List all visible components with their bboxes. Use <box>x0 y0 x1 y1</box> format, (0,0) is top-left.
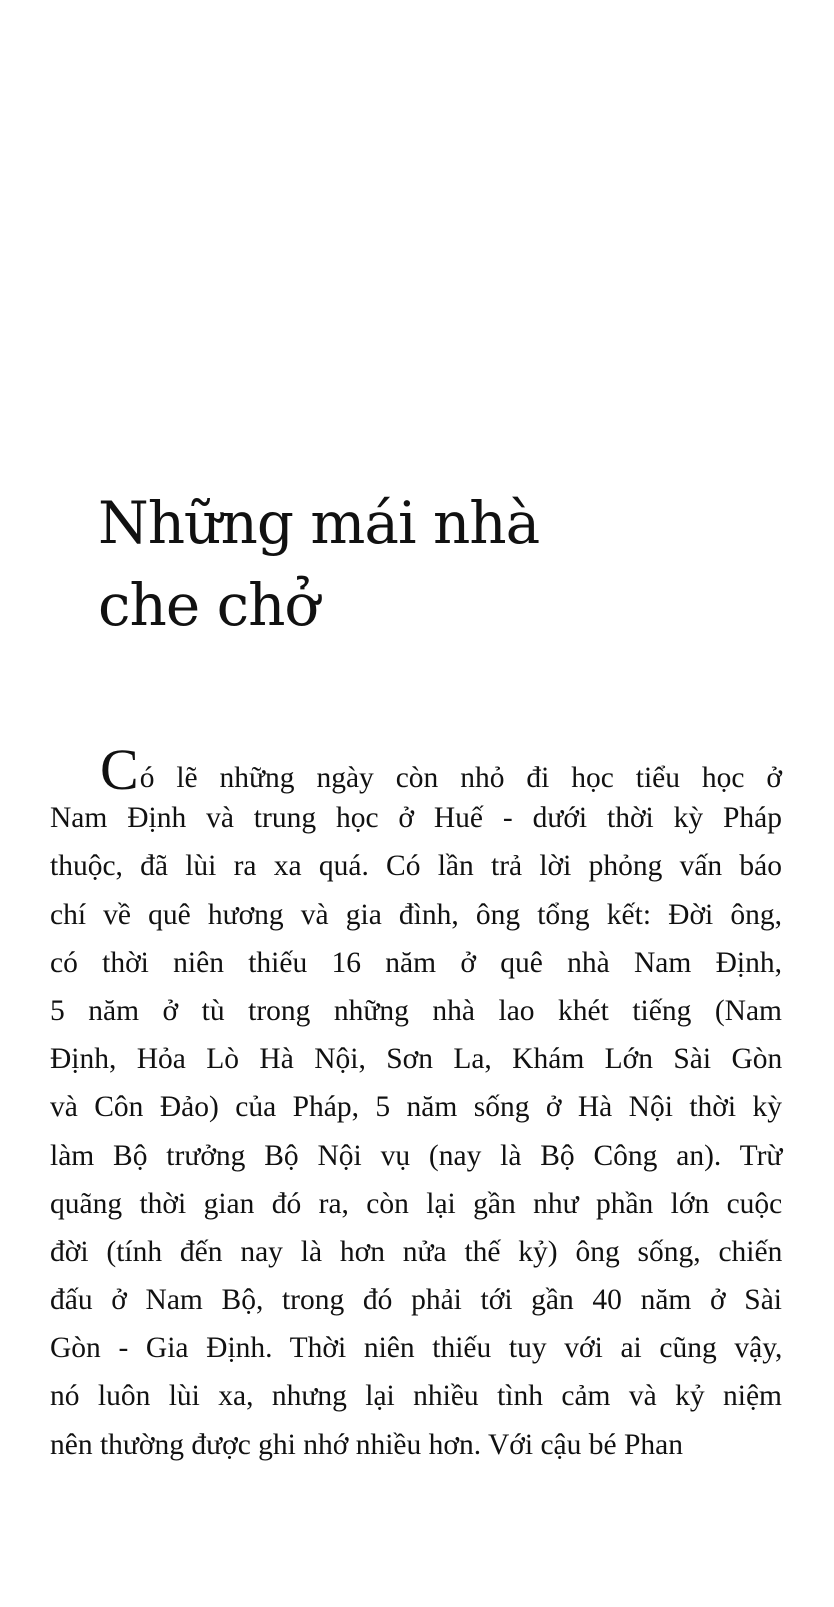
chapter-title <box>98 482 539 646</box>
paragraph-line-5: có thời niên thiếu 16 năm ở quê nhà Nam Định, <box>50 946 782 979</box>
paragraph-line-9: làm Bộ trưởng Bộ Nội vụ (nay là Bộ Công an). Trừ <box>50 1139 783 1172</box>
paragraph-line-2: Nam Định và trung học ở Huế - dưới thời kỳ Pháp <box>50 802 782 835</box>
paragraph-line-4: chí về quê hương và gia đình, ông tổng kết: Đời ông, <box>50 898 782 931</box>
drop-cap: C <box>100 737 139 802</box>
paragraph-line-14: nó luôn lùi xa, nhưng lại nhiều tình cảm và kỷ niệm <box>50 1380 782 1413</box>
chapter-paragraph <box>50 737 783 1469</box>
chapter-title-line-2: che chở <box>98 571 319 639</box>
paragraph-line-1 <box>50 737 782 802</box>
paragraph-line-15: nên thường được ghi nhớ nhiều hơn. Với cậu bé Phan <box>50 1428 683 1461</box>
chapter-title-line-1: Những mái nhà <box>98 489 540 557</box>
paragraph-line-1-text: ó lẽ những ngày còn nhỏ đi học tiểu học ở <box>139 762 782 794</box>
paragraph-line-11: đời (tính đến nay là hơn nửa thế kỷ) ông sống, chiến <box>50 1235 783 1268</box>
paragraph-line-8: và Côn Đảo) của Pháp, 5 năm sống ở Hà Nội thời kỳ <box>50 1091 782 1124</box>
paragraph-line-3: thuộc, đã lùi ra xa quá. Có lần trả lời phỏng vấn báo <box>50 850 782 883</box>
paragraph-line-6: 5 năm ở tù trong những nhà lao khét tiếng (Nam <box>50 994 782 1027</box>
paragraph-line-13: Gòn - Gia Định. Thời niên thiếu tuy với ai cũng vậy, <box>50 1332 783 1365</box>
paragraph-line-7: Định, Hỏa Lò Hà Nội, Sơn La, Khám Lớn Sài Gòn <box>50 1043 783 1076</box>
paragraph-line-12: đấu ở Nam Bộ, trong đó phải tới gần 40 năm ở Sài <box>50 1284 782 1317</box>
paragraph-line-10: quãng thời gian đó ra, còn lại gần như phần lớn cuộc <box>50 1187 783 1220</box>
